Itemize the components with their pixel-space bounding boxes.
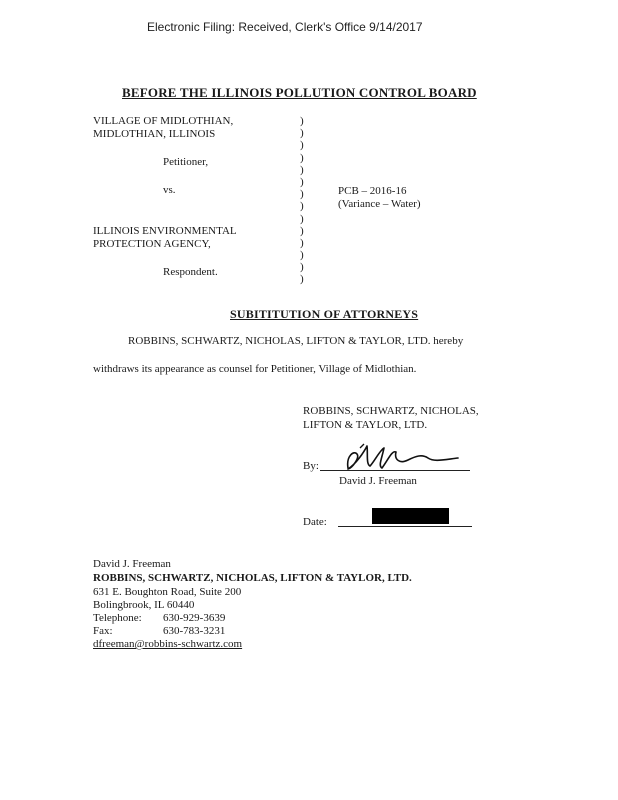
- petitioner-role: Petitioner,: [163, 156, 209, 168]
- paren: ): [300, 115, 304, 127]
- contact-name: David J. Freeman: [93, 558, 171, 570]
- respondent-role: Respondent.: [163, 266, 218, 278]
- telephone-label: Telephone:: [93, 612, 142, 624]
- contact-firm: ROBBINS, SCHWARTZ, NICHOLAS, LIFTON & TAYLOR, LTD.: [93, 572, 412, 584]
- paren: ): [300, 273, 304, 286]
- body-paragraph-line1: ROBBINS, SCHWARTZ, NICHOLAS, LIFTON & TAYLOR, LTD. hereby: [128, 335, 464, 347]
- body-paragraph-line2: withdraws its appearance as counsel for Petitioner, Village of Midlothian.: [93, 363, 417, 375]
- paren: ): [300, 224, 304, 237]
- contact-address2: Bolingbrook, IL 60440: [93, 599, 195, 611]
- petitioner-name: VILLAGE OF MIDLOTHIAN,: [93, 115, 234, 127]
- paren: ): [300, 139, 304, 152]
- paren: ): [300, 200, 304, 213]
- paren: ): [300, 212, 304, 225]
- email-link[interactable]: dfreeman@robbins-schwartz.com: [93, 638, 243, 650]
- case-type: (Variance – Water): [338, 198, 421, 210]
- date-line: [338, 526, 472, 527]
- paren: ): [300, 175, 304, 188]
- document-title: SUBITITUTION OF ATTORNEYS: [230, 307, 419, 321]
- filing-stamp: Electronic Filing: Received, Clerk's Office 9/14/2017: [147, 20, 423, 34]
- telephone-number: 630-929-3639: [163, 612, 226, 624]
- signature-firm-line2: LIFTON & TAYLOR, LTD.: [303, 419, 428, 431]
- paren: ): [300, 261, 304, 274]
- paren: ): [300, 163, 304, 176]
- by-label: By:: [303, 460, 319, 472]
- paren: ): [300, 236, 304, 249]
- petitioner-location: MIDLOTHIAN, ILLINOIS: [93, 128, 216, 140]
- contact-address1: 631 E. Boughton Road, Suite 200: [93, 586, 242, 598]
- case-number: PCB – 2016-16: [338, 185, 407, 197]
- handwritten-signature: [330, 442, 470, 476]
- signer-name: David J. Freeman: [339, 475, 417, 487]
- board-title: BEFORE THE ILLINOIS POLLUTION CONTROL BOARD: [122, 85, 477, 100]
- versus-label: vs.: [163, 184, 176, 196]
- respondent-name: ILLINOIS ENVIRONMENTAL: [93, 225, 237, 237]
- fax-label: Fax:: [93, 625, 113, 637]
- signature-firm-line1: ROBBINS, SCHWARTZ, NICHOLAS,: [303, 405, 479, 417]
- caption-parentheses: [300, 115, 304, 286]
- date-label: Date:: [303, 516, 327, 528]
- paren: ): [300, 249, 304, 262]
- paren: ): [300, 188, 304, 201]
- paren: ): [300, 127, 304, 140]
- fax-number: 630-783-3231: [163, 625, 226, 637]
- paren: ): [300, 151, 304, 164]
- respondent-name-cont: PROTECTION AGENCY,: [93, 238, 211, 250]
- redaction-box: [372, 508, 449, 524]
